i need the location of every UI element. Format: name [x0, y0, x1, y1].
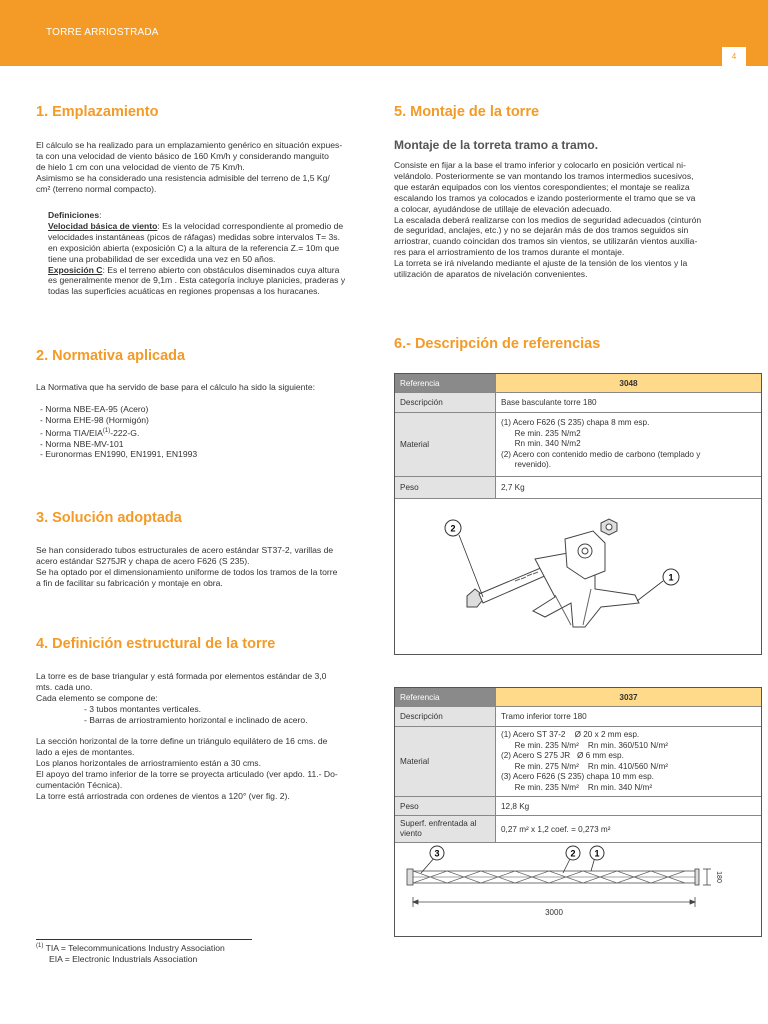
text-line: escalando los tramos ya colocados e izando posteriormente el tramo que se va [394, 192, 696, 203]
text-line: : Es la velocidad correspondiente al promedio de [157, 220, 344, 231]
text-line: res para el arriostramiento de los tramos durante el montaje. [394, 247, 625, 258]
dimension-height: 180 [715, 871, 722, 883]
text-line: - 3 tubos montantes verticales. [84, 703, 202, 714]
def-term-exposicion: Exposición C [48, 264, 103, 275]
peso-value: 12,8 Kg [501, 801, 530, 811]
table-row [395, 412, 761, 476]
text-line: (3) Acero F626 (S 235) chapa 10 mm esp. [501, 772, 654, 781]
table-row [395, 815, 761, 842]
table-row [395, 706, 761, 726]
text-line: cumentación Técnica). [36, 780, 123, 791]
callout-2: 2 [450, 523, 456, 534]
section-4-text [36, 671, 376, 802]
section-1-paragraph [36, 140, 376, 195]
table-row [395, 688, 761, 706]
text-line: (1) Acero ST 37-2 Ø 20 x 2 mm esp. [501, 730, 640, 739]
ref-value: 3048 [496, 374, 761, 392]
tramo-inferior-drawing [395, 843, 759, 937]
footnote-line: TIA = Telecommunications Industry Association [45, 942, 225, 953]
text-line: (1) Acero F626 (S 235) chapa 8 mm esp. [501, 418, 650, 428]
text-line: Rn min. 340 N/m2 [501, 439, 581, 449]
text-line: Consiste en fijar a la base el tramo inferior y colocarlo en posición vertical ni- [394, 160, 686, 170]
callout-1: 1 [594, 848, 600, 859]
text-line: La torre es de base triangular y está formada por elementos estándar de 3,0 [36, 671, 327, 681]
def-term-velocidad: Velocidad básica de viento [48, 220, 158, 231]
desc-label: Descripción [395, 707, 496, 726]
reference-table-3048 [394, 373, 762, 655]
ref-label: Referencia [395, 688, 496, 706]
footnote [36, 939, 252, 965]
list-item [40, 426, 197, 439]
text-line: La torre está arriostrada con ordenes de vientos a 120° (ver fig. 2). [36, 790, 290, 801]
text-line: El cálculo se ha realizado para un emplazamiento genérico en situación expues- [36, 140, 343, 150]
footnote-marker: (1) [36, 943, 44, 949]
peso-value: 2,7 Kg [501, 483, 525, 492]
list-item: - Norma EHE-98 (Hormigón) [40, 414, 149, 425]
desc-value: Base basculante torre 180 [501, 398, 597, 407]
text-line: - Barras de arriostramiento horizontal e inclinado de acero. [84, 714, 308, 725]
callout-3: 3 [434, 848, 440, 859]
list-item: - Euronormas EN1990, EN1991, EN1993 [40, 449, 198, 460]
text-line: acero estándar S275JR y chapa de acero F626 (S 235). [36, 555, 250, 566]
section-4-heading: 4. Definición estructural de la torre [36, 636, 276, 652]
mat-value [496, 413, 761, 476]
text-line: Se ha optado por el dimensionamiento uniforme de todos los tramos de la torre [36, 566, 338, 577]
footnote-marker: (1) [102, 427, 111, 434]
callout-2: 2 [570, 848, 576, 859]
list-item: - Norma NBE-EA-95 (Acero) [40, 404, 149, 414]
table-row [395, 374, 761, 392]
section-6-heading: 6.- Descripción de referencias [394, 336, 601, 352]
text-line: La escalada deberá realizarse con los medios de seguridad adecuados (cinturón [394, 214, 702, 225]
base-basculante-drawing [395, 499, 759, 655]
text-line: Cada elemento se compone de: [36, 692, 158, 703]
definitions-title: Definiciones [48, 210, 100, 220]
text-line: en exposición abierta (exposición C) a la altura de la referencia Z.= 10m que [48, 242, 340, 253]
section-5-subheading: Montaje de la torreta tramo a tramo. [394, 138, 599, 152]
mat-label: Material [395, 413, 496, 476]
table-row [395, 796, 761, 815]
text-line: es generalmente menor de 9,1m . Esta categoría incluye planicies, praderas y [48, 275, 346, 286]
section-5-heading: 5. Montaje de la torre [394, 104, 540, 120]
text-line: tiene una probabilidad de ser excedida una vez en 50 años. [48, 253, 276, 264]
text-line: - Norma TIA/EIA [40, 427, 103, 438]
callout-1: 1 [668, 572, 674, 583]
text-line: de hielo 1 cm con una velocidad de viento de 75 Km/h. [36, 161, 245, 172]
text-line: mts. cada uno. [36, 681, 93, 692]
desc-label: Descripción [395, 393, 496, 412]
page-number-box [722, 47, 746, 67]
text-line: todas las superficies acuáticas en regiones propensas a los huracanes. [48, 286, 320, 297]
text-line: La sección horizontal de la torre define un triángulo equilátero de 16 cms. de [36, 736, 328, 747]
text-line: lado a ejes de montantes. [36, 747, 135, 758]
peso-label: Peso [395, 477, 496, 498]
figure-row [395, 842, 761, 937]
section-2-heading: 2. Normativa aplicada [36, 348, 186, 364]
dimension-length: 3000 [545, 908, 563, 917]
mat-label: Material [395, 727, 496, 796]
table-row [395, 476, 761, 498]
text-line: velocidades instantáneas (picos de ráfagas) medidas sobre intervalos T= 3s. [48, 231, 340, 242]
text-line: utilización de aparatos de nivelación convenientes. [394, 269, 588, 280]
text-line: La torreta se irá nivelando mediante el ajuste de la tensión de los vientos y la [394, 258, 688, 269]
text-line: Re min. 235 N/m² Rn min. 340 N/m² [501, 782, 653, 792]
figure-row [395, 498, 761, 655]
text-line: Re min. 235 N/m2 [501, 428, 581, 438]
text-line: a fin de facilitar su fabricación y montaje en obra. [36, 577, 223, 588]
text-line: Se han considerado tubos estructurales de acero estándar ST37-2, varillas de [36, 545, 334, 555]
text-line: : Es el terreno abierto con obstáculos diseminados cuya altura [102, 264, 340, 275]
reference-table-3037 [394, 687, 762, 937]
ref-value: 3037 [496, 688, 761, 706]
section-1-heading: 1. Emplazamiento [36, 104, 159, 120]
mat-value [496, 727, 761, 796]
text-line: (2) Acero con contenido medio de carbono (templado y [501, 449, 701, 459]
text-line: a colocar, ayudándose de utillaje de elevación adecuado. [394, 203, 612, 214]
text-line: de seguridad, anclajes, etc.) y no se dejarán más de dos tramos seguidos sin [394, 225, 689, 236]
superf-label: Superf. enfrentada al viento [395, 816, 496, 842]
text-line: velándolo. Posteriormente se van montando los tramos intermedios sucesivos, [394, 170, 694, 181]
page-number: 4 [731, 52, 737, 61]
text-line: Re min. 235 N/m² Rn min. 360/510 N/m² [501, 740, 668, 750]
header-bar [0, 0, 768, 66]
text-line: Asimismo se ha considerado una resistencia admisible del terreno de 1,5 Kg/ [36, 172, 330, 183]
text-line: Los planos horizontales de arriostramiento están a 30 cms. [36, 758, 261, 769]
text-line: Re min. 275 N/m² Rn min. 410/560 N/m² [501, 761, 668, 771]
text-line: -222-G. [110, 427, 140, 438]
text-line: revenido). [501, 460, 552, 470]
text-line: (2) Acero S 275 JR Ø 6 mm esp. [501, 751, 624, 760]
text-line: cm² (terreno normal compacto). [36, 183, 157, 194]
footnote-line: EIA = Electronic Industrials Association [49, 953, 198, 964]
peso-label: Peso [395, 797, 496, 815]
section-2-intro: La Normativa que ha servido de base para el cálculo ha sido la siguiente: [36, 382, 315, 392]
section-3-text [36, 545, 376, 589]
document-title: TORRE ARRIOSTRADA [46, 27, 159, 38]
norms-list [40, 404, 197, 460]
text-line: arriostrar, cuando coincidan dos tramos sin vientos, se utilizarán vientos auxilia- [394, 236, 698, 247]
text-line: El apoyo del tramo inferior de la torre se proyecta articulado (ver apdo. 11.- Do- [36, 769, 338, 780]
desc-value: Tramo inferior torre 180 [501, 712, 587, 721]
section-5-text [394, 160, 760, 280]
definitions-block: Definiciones: Velocidad básica de viento: Es la velocidad correspondiente al promedio de velocidades instantáneas (picos de ráfagas) medidas sobre intervalos T= 3s. en exposición abierta (exposición C) a la altura de la referencia Z.= 10m que tiene una probabilidad de ser excedida una vez en 50 años. Exposición C: Es el terreno abierto con obstáculos diseminados cuya altura es generalmente menor de 9,1m . Esta categoría incluye planicies, praderas y todas las superficies acuáticas en regiones propensas a los huracanes. [48, 210, 376, 297]
ref-label: Referencia [395, 374, 496, 392]
text-line [36, 726, 376, 737]
text-line: ta con una velocidad de viento básico de 160 Km/h y considerando manguito [36, 150, 329, 161]
table-row [395, 726, 761, 796]
superf-value: 0,27 m² x 1,2 coef. = 0,273 m² [501, 824, 611, 834]
text-line: que estarán equipados con los vientos corespondientes; el montaje se realiza [394, 181, 690, 192]
list-item: - Norma NBE-MV-101 [40, 438, 124, 449]
section-3-heading: 3. Solución adoptada [36, 510, 182, 526]
table-row [395, 392, 761, 412]
